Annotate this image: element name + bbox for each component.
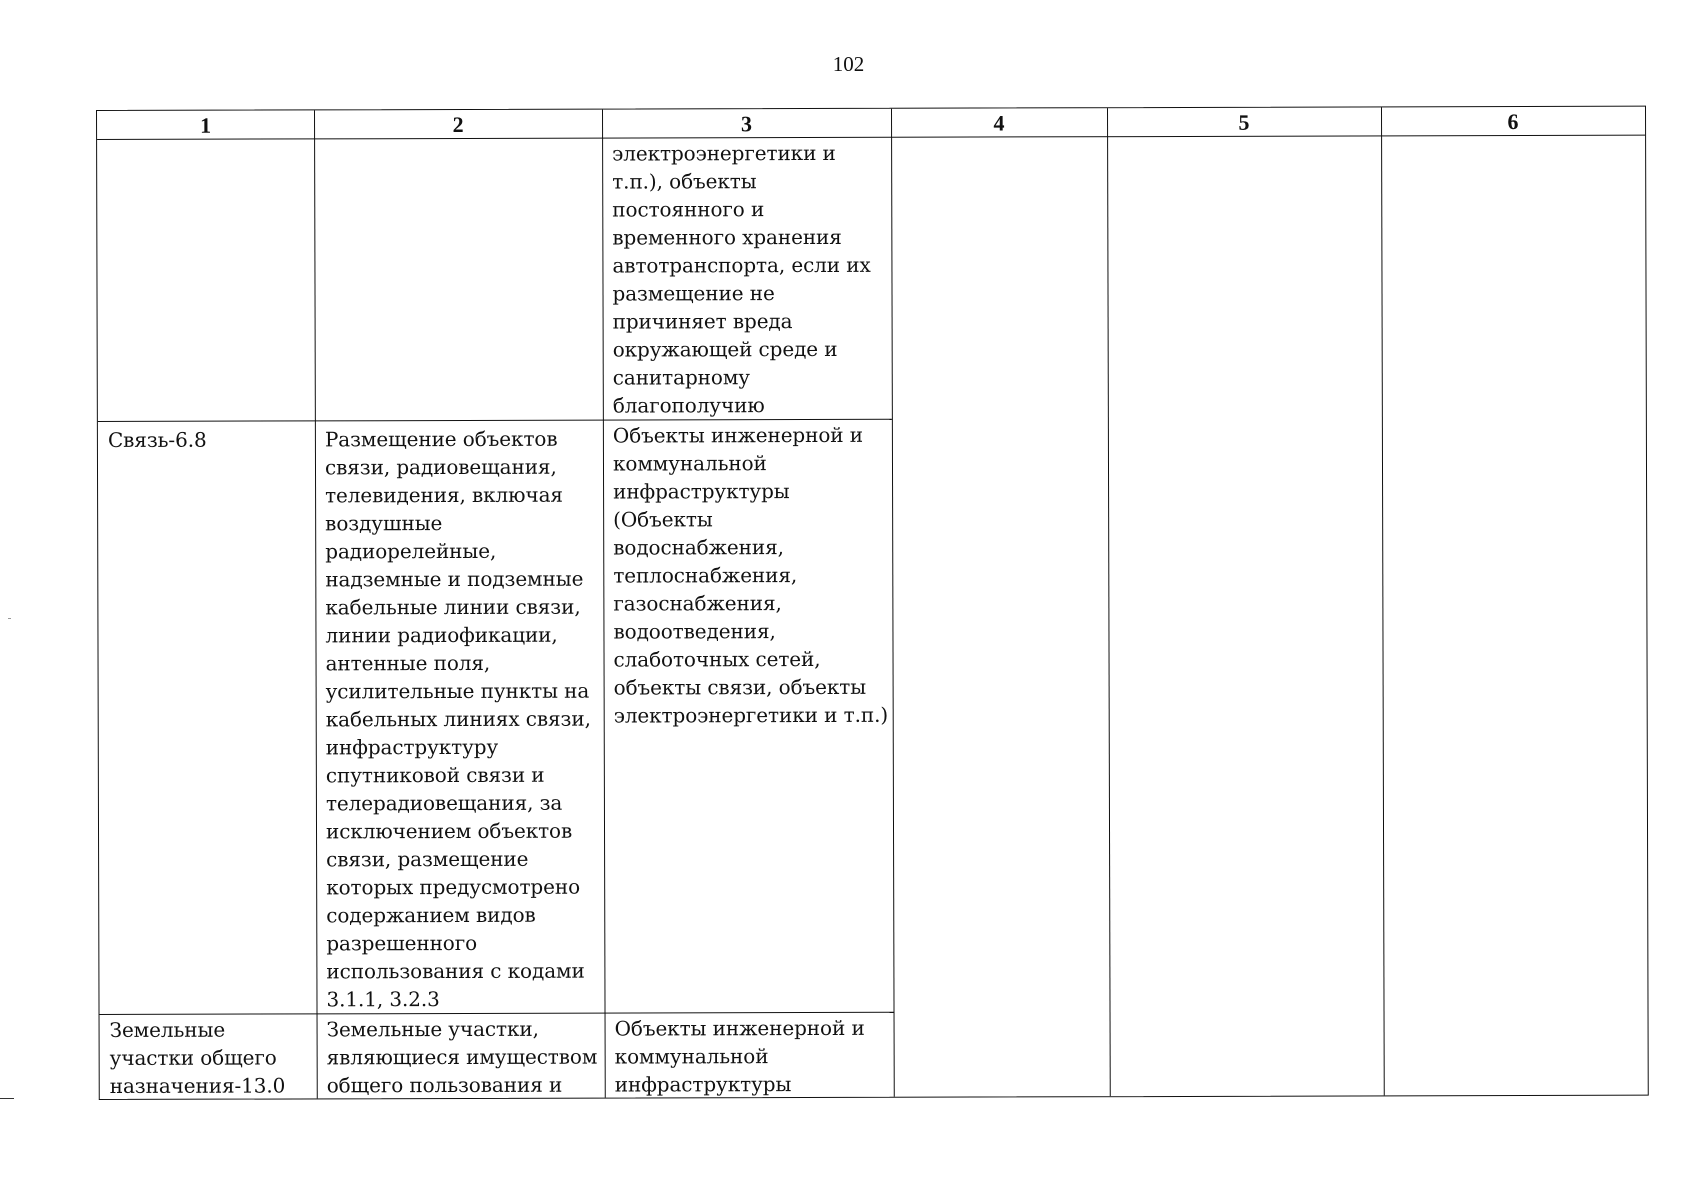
column-header-2: 2 [452,111,464,138]
column-divider [314,110,318,1098]
column-header-4: 4 [993,110,1005,136]
column-header-1: 1 [200,112,212,138]
column-divider [1381,107,1385,1095]
scan-margin-dot [8,618,11,619]
row-zemelnye-col3: Объекты инженерной и коммунальной инфраструктуры [614,1015,865,1097]
column-header-5: 5 [1238,109,1250,135]
land-use-table [96,106,1649,1100]
row-svyaz-col2: Размещение объектов связи, радиовещания, телевидения, включая воздушные радиорелейные, надземные и подземные кабельные линии связи, линии радиофикации, антенные поля, усилительные пункты на кабельных линиях связи, инфраструктуру спутниковой связи и телерадиовещания, за исключением объектов связи, размещение которых предусмотрено содержанием видов разрешенного использования с кодами 3.1.1, 3.2.3 [324,426,591,1012]
row-zemelnye-col1: Земельные участки общего назначения-13.0 [109,1017,286,1098]
continuation-cell-col3: электроэнергетики и т.п.), объекты постоянного и временного хранения автотранспорта, если их размещение не причиняет вреда окружающей среде и санитарному благополучию [612,140,871,418]
column-header-3: 3 [741,111,753,137]
column-header-6: 6 [1507,109,1519,135]
row-svyaz-col1: Связь-6.8 [107,427,207,452]
page-number: 102 [832,52,865,76]
column-divider [1107,108,1111,1096]
row-svyaz-col3: Объекты инженерной и коммунальной инфраструктуры (Объекты водоснабжения, теплоснабжения, газоснабжения, водоотведения, слаботочных сетей, объекты связи, объекты электроэнергетики и т.п.) [612,422,889,728]
row-zemelnye-col2: Земельные участки, являющиеся имуществом общего пользования и [326,1016,598,1098]
scan-margin-mark [0,1098,14,1099]
